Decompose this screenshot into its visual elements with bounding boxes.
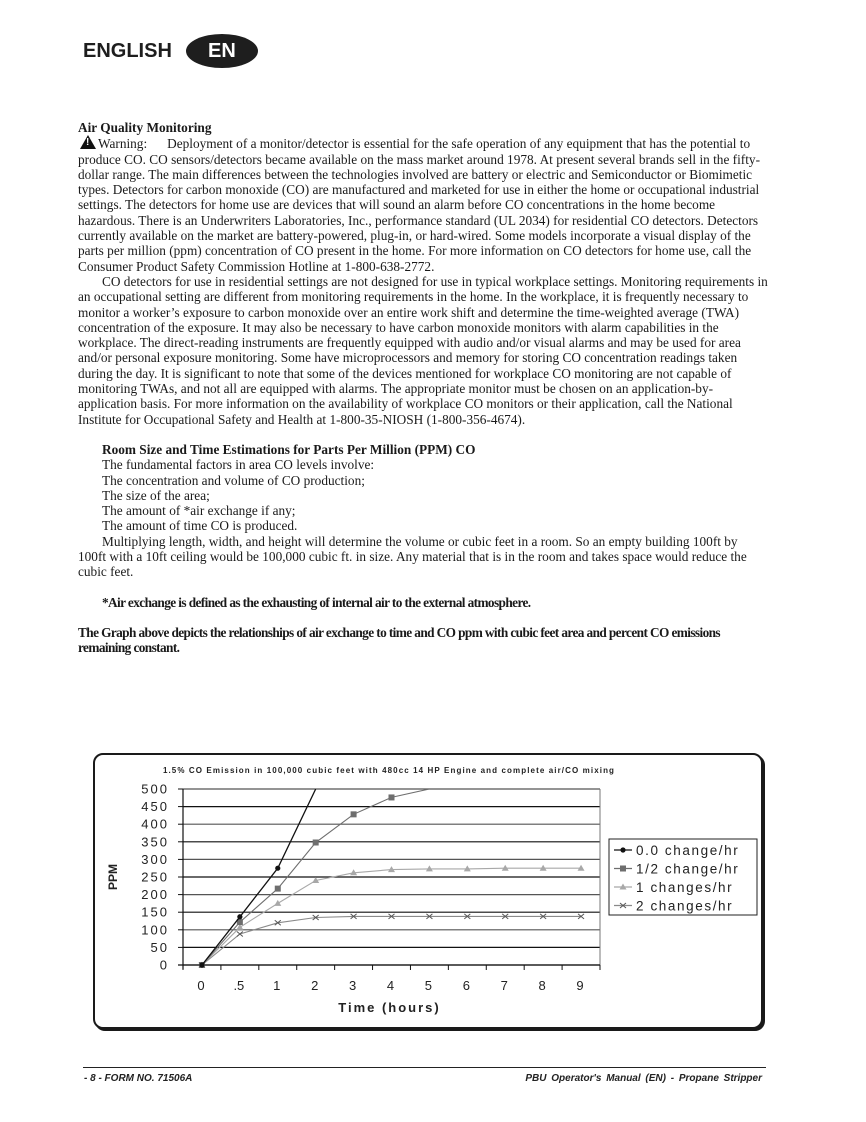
x-tick-label: 0 <box>197 978 205 993</box>
air-exchange-footnote: *Air exchange is defined as the exhausting of internal air to the external atmosphere. <box>102 594 531 610</box>
co-ppm-line-chart <box>95 755 761 1027</box>
x-tick-label: 6 <box>462 978 470 993</box>
footer-manual-title: PBU Operator's Manual (EN) - Propane Stripper <box>525 1073 762 1084</box>
data-point <box>351 811 357 817</box>
language-title: ENGLISH <box>83 39 172 62</box>
data-point <box>389 794 395 800</box>
x-tick-label: 9 <box>576 978 584 993</box>
data-point <box>313 840 319 846</box>
legend-label: 1 changes/hr <box>636 880 734 895</box>
y-tick-label: 200 <box>141 887 169 903</box>
paragraph-workplace: CO detectors for use in residential settings are not designed for use in typical workplace settings. Monitoring requirements in an occupational setting are different from monitoring requirements in the home. In the workplace, it is frequently necessary to monitor a worker’s exposure to carbon monoxide over an entire work shift and determine the time-weighted average (TWA) concentration of the exposure. It may also be necessary to have carbon monoxide monitors with alarm capabilities in the workplace. The direct-reading instruments are frequently equipped with audio and/or visual alarms and may be used for area and/or personal exposure monitoring. Some have microprocessors and memory for storing CO concentration readings taken during the day. It is significant to note that some of the devices mentioned for workplace CO monitoring are not capable of monitoring TWAs, and not all are equipped with alarms. The appropriate monitor must be chosen on an application-by-application basis. For more information on the availability of workplace CO monitors or their application, call the National Institute for Occupational Safety and Health at 1-800-35-NIOSH (1-800-356-4674). <box>78 273 768 427</box>
factor-item: The amount of time CO is produced. <box>102 518 298 534</box>
data-point <box>237 932 243 937</box>
footer-divider <box>83 1067 766 1068</box>
legend-label: 1/2 change/hr <box>636 861 740 877</box>
warning-paragraph <box>78 135 768 274</box>
legend-marker <box>620 847 625 852</box>
x-axis-label: Time (hours) <box>338 1000 441 1015</box>
y-tick-label: 500 <box>141 781 169 797</box>
legend-label: 2 changes/hr <box>636 898 734 914</box>
x-tick-label: 2 <box>311 978 319 993</box>
series-line <box>202 916 581 965</box>
x-tick-label: 1 <box>273 978 281 993</box>
factor-item: The size of the area; <box>102 487 210 503</box>
section-title-air-quality: Air Quality Monitoring <box>78 120 212 135</box>
data-point <box>274 900 281 906</box>
footer-form-number: - 8 - FORM NO. 71506A <box>84 1073 193 1084</box>
y-tick-label: 50 <box>150 939 169 955</box>
y-tick-label: 250 <box>141 869 169 885</box>
y-tick-label: 0 <box>159 957 169 973</box>
data-point <box>275 866 280 871</box>
x-tick-label: 3 <box>348 978 357 993</box>
x-tick-label: 4 <box>386 978 395 993</box>
y-tick-label: 400 <box>141 816 169 832</box>
chart-title: 1.5% CO Emission in 100,000 cubic feet with 480cc 14 HP Engine and complete air/CO mixing <box>162 766 616 775</box>
section-title-room-size: Room Size and Time Estimations for Parts Per Million (PPM) CO <box>102 441 476 457</box>
paragraph-volume: Multiplying length, width, and height will determine the volume or cubic feet in a room. So an empty building 100ft by 100ft with a 10ft ceiling would be 100,000 cubic ft. in size. Any material that is in the room and takes space would reduce the cubic feet. <box>78 533 747 580</box>
data-point <box>199 962 204 967</box>
warning-triangle-icon <box>80 135 96 149</box>
x-tick-label: 8 <box>538 978 546 993</box>
y-axis-label: PPM <box>106 863 120 891</box>
y-tick-label: 150 <box>141 904 169 920</box>
graph-note: The Graph above depicts the relationships of air exchange to time and CO ppm with cubic feet area and percent CO emissions remaining constant. <box>78 624 721 656</box>
paragraph-deployment: Deployment of a monitor/detector is essential for the safe operation of any equipment that has the potential to produce CO. CO sensors/detectors became available on the mass market around 1978. At present several brands sell in the fifty-dollar range. The main differences between the technologies involved are battery or electric and Semiconductor or Biomimetic types. Detectors for carbon monoxide (CO) are manufactured and marketed for use in either the home or occupational industrial settings. The detectors for home use are devices that will sound an alarm before CO concentrations in the home become hazardous. There is an Underwriters Laboratories, Inc., performance standard (UL 2034) for residential CO detectors. Detectors currently available on the market are battery-powered, plug-in, or hard-wired. Some models incorporate a visual display of the parts per million (ppm) concentration of CO present in the home. For more information on CO detectors for home use, call the Consumer Product Safety Commission Hotline at 1-800-638-2772. <box>78 136 761 274</box>
data-point <box>237 914 242 919</box>
data-point <box>275 886 281 892</box>
y-tick-label: 350 <box>141 834 169 850</box>
x-tick-label: .5 <box>233 978 245 993</box>
warning-label: Warning: <box>98 136 148 152</box>
factor-item: The amount of *air exchange if any; <box>102 503 296 519</box>
x-tick-label: 7 <box>500 978 508 993</box>
chart-frame <box>93 753 763 1029</box>
language-badge: EN <box>186 34 258 68</box>
y-tick-label: 450 <box>141 799 169 815</box>
y-tick-label: 300 <box>141 851 169 867</box>
factors-intro: The fundamental factors in area CO levels involve: <box>102 457 375 473</box>
legend-marker <box>620 866 626 872</box>
y-tick-label: 100 <box>141 922 169 938</box>
language-header <box>83 34 258 68</box>
factor-item: The concentration and volume of CO production; <box>102 472 365 488</box>
legend-label: 0.0 change/hr <box>636 843 740 858</box>
x-tick-label: 5 <box>424 978 433 993</box>
document-body <box>78 120 768 656</box>
